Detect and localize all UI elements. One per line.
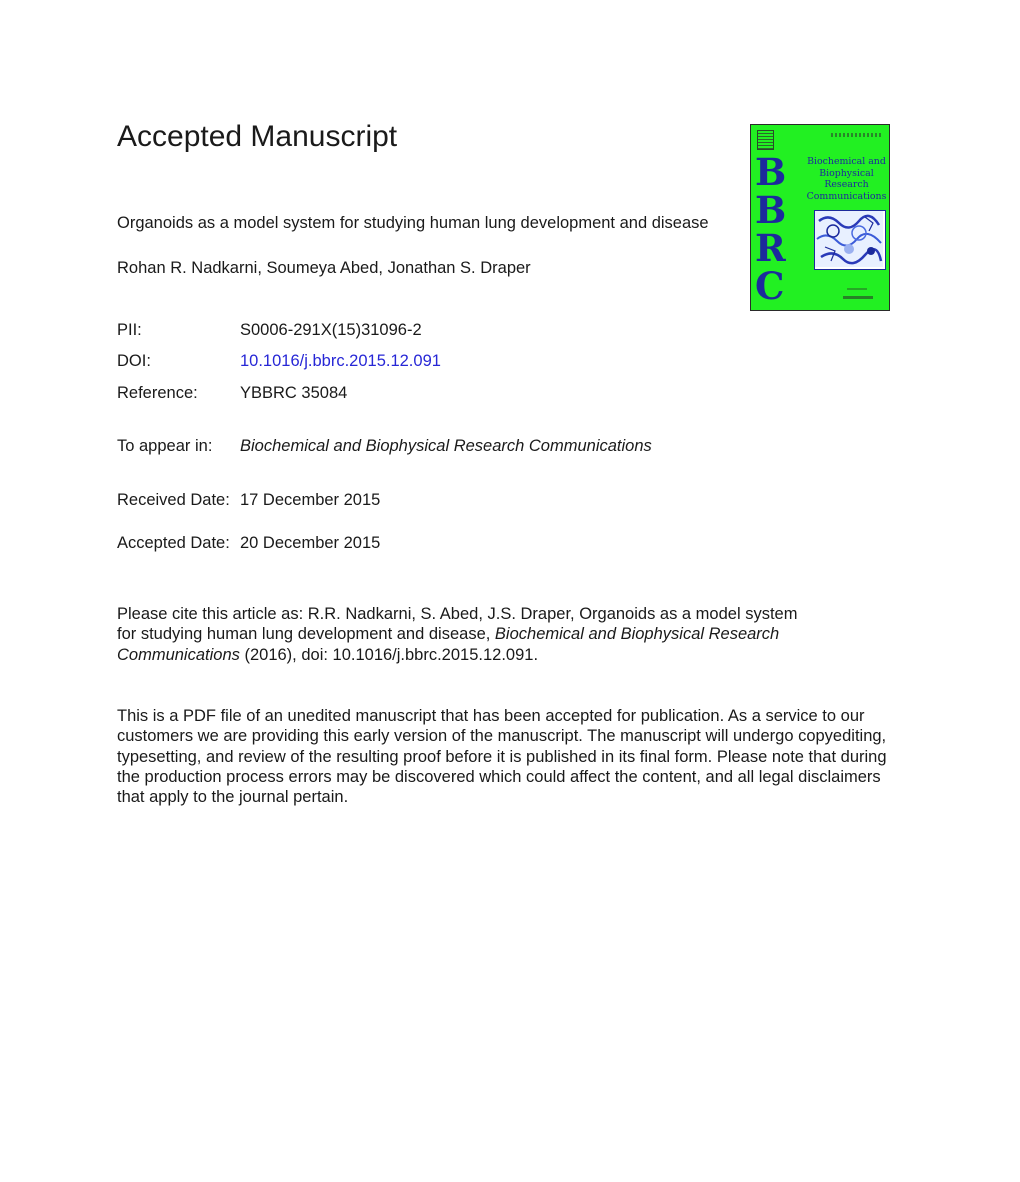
cover-title-line: Biophysical (819, 167, 874, 179)
accepted-date-label: Accepted Date: (117, 534, 230, 552)
appear-in-journal: Biochemical and Biophysical Research Communications (240, 437, 652, 455)
cover-letter: R (755, 226, 785, 270)
cover-title-line: Biochemical and (807, 156, 886, 167)
article-title: Organoids as a model system for studying human lung development and disease (117, 214, 709, 232)
page-heading: Accepted Manuscript (117, 120, 398, 153)
citation-journal: Biochemical and Biophysical Research Communications (117, 625, 780, 664)
authors: Rohan R. Nadkarni, Soumeya Abed, Jonathan S. Draper (117, 259, 531, 277)
journal-cover-image (750, 124, 890, 311)
cover-letters (755, 150, 799, 308)
doi-label: DOI: (117, 352, 151, 370)
cover-title-line: Research (824, 179, 869, 191)
citation-suffix: (2016), doi: 10.1016/j.bbrc.2015.12.091. (239, 645, 539, 664)
pii-label: PII: (117, 321, 142, 339)
cover-title-line: Communications (806, 190, 887, 202)
cover-publisher-strip (843, 296, 873, 299)
cover-journal-title (804, 156, 889, 202)
cover-footer-strip (847, 288, 867, 290)
appear-in-label: To appear in: (117, 437, 213, 455)
reference-label: Reference: (117, 384, 198, 402)
disclaimer-paragraph: This is a PDF file of an unedited manuscript that has been accepted for publication. As a service to our customers we are providing this early version of the manuscript. The manuscript will undergo copyediting, typesetting, and review of the resulting proof before it is published in its final form. Please note that during the production process errors may be discovered which could affect the content, and all legal disclaimers that apply to the journal pertain. (117, 707, 887, 807)
cover-letter: C (755, 264, 784, 308)
received-date-label: Received Date: (117, 491, 230, 509)
elsevier-tree-logo-icon (757, 130, 774, 150)
doi-link[interactable]: 10.1016/j.bbrc.2015.12.091 (240, 352, 441, 370)
cover-letter: B (755, 150, 786, 194)
received-date-value: 17 December 2015 (240, 491, 381, 509)
citation-paragraph (117, 604, 817, 665)
accepted-date-value: 20 December 2015 (240, 534, 381, 552)
cover-artwork (814, 210, 886, 270)
cover-molecule-illustration (815, 211, 883, 267)
cover-volume-strip (831, 133, 883, 137)
pii-value: S0006-291X(15)31096-2 (240, 321, 422, 339)
citation-prefix: Please cite this article as: R.R. Nadkarni, S. Abed, J.S. Draper, Organoids as a model system for studying human lung development and disease, (117, 605, 798, 644)
reference-value: YBBRC 35084 (240, 384, 348, 402)
cover-letter: B (755, 188, 786, 232)
